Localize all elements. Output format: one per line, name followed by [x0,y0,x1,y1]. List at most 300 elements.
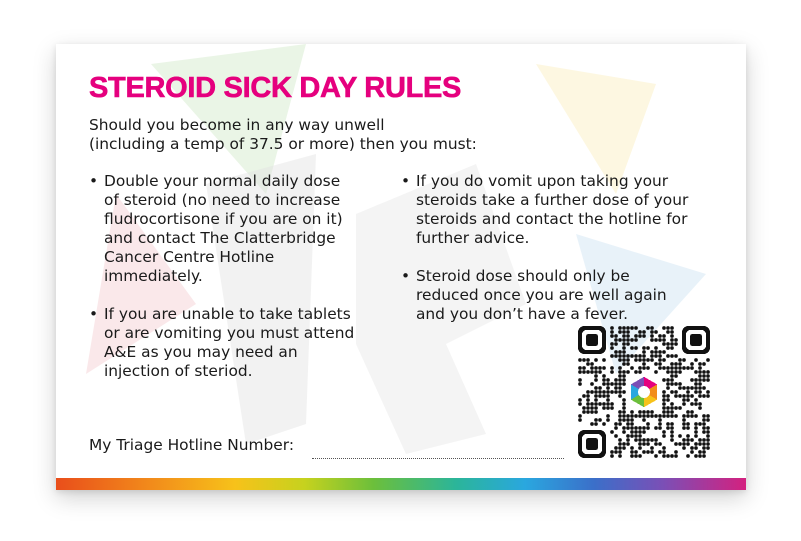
qr-module [642,354,646,358]
qr-module [670,434,674,438]
qr-module [686,398,690,402]
rules-column-right [401,172,721,343]
qr-module [590,362,594,366]
qr-code-icon[interactable] [578,326,710,458]
qr-module [642,418,646,422]
qr-module [626,358,630,362]
qr-module [622,390,626,394]
qr-module [622,446,626,450]
qr-module [654,454,658,458]
qr-module [694,446,698,450]
qr-module [666,426,670,430]
qr-module [642,358,646,362]
qr-module [602,374,606,378]
qr-module [606,398,610,402]
qr-module [622,418,626,422]
qr-module [610,366,614,370]
qr-module [626,414,630,418]
hotline-number-field[interactable] [312,458,564,459]
bullet-icon: • [89,305,99,323]
qr-module [614,434,618,438]
qr-module [590,422,594,426]
qr-module [658,338,662,342]
qr-module [614,342,618,346]
qr-module [642,426,646,430]
qr-module [674,342,678,346]
qr-module [590,370,594,374]
qr-module [662,334,666,338]
qr-module [622,326,626,330]
qr-module [638,430,642,434]
qr-module [670,366,674,370]
qr-module [694,430,698,434]
qr-module [670,414,674,418]
qr-module [682,422,686,426]
qr-module [694,378,698,382]
rule-line: If you do vomit upon taking your [416,172,669,190]
qr-module [590,406,594,410]
qr-module [670,342,674,346]
qr-module [630,326,634,330]
qr-module [630,450,634,454]
qr-module [698,382,702,386]
qr-module [642,346,646,350]
qr-module [578,382,582,386]
qr-module [642,350,646,354]
qr-module [610,330,614,334]
qr-module [662,358,666,362]
qr-module [626,330,630,334]
rule-line: Cancer Centre Hotline [104,248,275,266]
qr-module [614,382,618,386]
qr-module [702,370,706,374]
qr-module [638,330,642,334]
qr-module [586,406,590,410]
qr-module [662,434,666,438]
qr-module [706,438,710,442]
qr-module [618,442,622,446]
qr-module [670,354,674,358]
qr-module [666,382,670,386]
qr-module [622,406,626,410]
qr-module [650,338,654,342]
qr-module [682,386,686,390]
qr-module [642,334,646,338]
qr-module [646,426,650,430]
qr-module [578,414,582,418]
qr-module [630,454,634,458]
qr-module [602,394,606,398]
qr-module [622,354,626,358]
qr-module [594,390,598,394]
rule-line: fludrocortisone if you are on it) [104,210,343,228]
qr-module [610,390,614,394]
qr-module [618,358,622,362]
qr-module [630,414,634,418]
qr-module [682,366,686,370]
qr-module [586,394,590,398]
qr-module [654,346,658,350]
qr-module [702,426,706,430]
qr-module [630,430,634,434]
qr-module [582,370,586,374]
sick-day-card [56,44,746,490]
rule-line: and contact The Clatterbridge [104,229,336,247]
qr-module [614,386,618,390]
qr-module [610,450,614,454]
qr-module [626,422,630,426]
qr-module [698,402,702,406]
qr-module [638,454,642,458]
qr-module [674,442,678,446]
qr-module [698,454,702,458]
qr-module [610,406,614,410]
qr-module [642,330,646,334]
qr-module [702,394,706,398]
qr-module [654,362,658,366]
qr-module [582,394,586,398]
qr-module [622,346,626,350]
qr-module [618,378,622,382]
rule-line: Steroid dose should only be [416,267,630,285]
qr-module [594,394,598,398]
qr-module [658,414,662,418]
rule-line: steroids take a further dose of your [416,191,689,209]
qr-module [658,354,662,358]
bullet-icon: • [89,172,99,190]
qr-module [686,426,690,430]
rule-line: Double your normal daily dose [104,172,341,190]
qr-module [670,430,674,434]
qr-module [670,406,674,410]
qr-module [674,454,678,458]
qr-module [674,354,678,358]
qr-module [662,390,666,394]
qr-module [618,330,622,334]
qr-module [630,354,634,358]
qr-module [598,386,602,390]
qr-module [658,362,662,366]
qr-module [622,350,626,354]
qr-module [638,354,642,358]
qr-module [694,434,698,438]
qr-module [586,370,590,374]
qr-module [658,418,662,422]
qr-module [702,386,706,390]
qr-module [702,454,706,458]
qr-module [698,366,702,370]
qr-module [606,378,610,382]
qr-module [686,442,690,446]
qr-module [690,450,694,454]
qr-module [694,422,698,426]
qr-module [694,386,698,390]
qr-module [594,378,598,382]
qr-module [690,386,694,390]
qr-module [590,390,594,394]
qr-module [590,366,594,370]
qr-module [622,362,626,366]
qr-module [694,414,698,418]
qr-module [578,402,582,406]
qr-module [626,342,630,346]
qr-module [622,402,626,406]
qr-module [670,390,674,394]
qr-module [586,362,590,366]
qr-module [634,438,638,442]
qr-module [666,422,670,426]
qr-module [650,330,654,334]
qr-module [666,370,670,374]
qr-module [682,358,686,362]
qr-module [622,414,626,418]
qr-module [702,378,706,382]
rule-unable-tablets [89,305,379,381]
qr-module [658,334,662,338]
qr-module [638,410,642,414]
qr-module [618,374,622,378]
qr-module [682,446,686,450]
qr-module [646,414,650,418]
qr-module [698,422,702,426]
qr-module [662,410,666,414]
qr-module [654,370,658,374]
qr-module [622,410,626,414]
qr-module [658,366,662,370]
qr-module [670,370,674,374]
qr-module [682,438,686,442]
qr-module [706,446,710,450]
qr-module [602,402,606,406]
qr-module [590,382,594,386]
qr-module [682,418,686,422]
qr-module [654,438,658,442]
qr-module [694,370,698,374]
qr-module [618,418,622,422]
qr-module [670,362,674,366]
qr-module [618,422,622,426]
clatterbridge-logo-icon [631,377,657,407]
rule-line: further advice. [416,229,530,247]
qr-module [614,446,618,450]
qr-module [578,366,582,370]
qr-module [666,410,670,414]
qr-module [650,414,654,418]
qr-module [638,334,642,338]
qr-module [702,422,706,426]
qr-module [638,358,642,362]
qr-module [706,358,710,362]
qr-module [670,346,674,350]
qr-module [634,434,638,438]
qr-module [594,418,598,422]
qr-module [682,394,686,398]
qr-module [626,354,630,358]
qr-module [622,382,626,386]
qr-module [618,414,622,418]
qr-module [630,426,634,430]
qr-module [586,358,590,362]
qr-module [666,378,670,382]
qr-module [618,326,622,330]
qr-module [598,394,602,398]
qr-module [686,434,690,438]
qr-module [698,378,702,382]
qr-module [614,422,618,426]
qr-module [610,326,614,330]
qr-module [602,406,606,410]
qr-module [626,442,630,446]
qr-module [626,418,630,422]
qr-module [586,402,590,406]
qr-module [690,366,694,370]
qr-module [594,366,598,370]
qr-module [682,414,686,418]
qr-module [654,330,658,334]
qr-module [626,326,630,330]
qr-module [622,398,626,402]
qr-module [662,414,666,418]
qr-module [678,382,682,386]
qr-module [642,414,646,418]
qr-module [618,446,622,450]
qr-module [690,410,694,414]
qr-module [634,338,638,342]
qr-module [622,370,626,374]
qr-module [706,418,710,422]
qr-module [594,402,598,406]
qr-module [690,438,694,442]
qr-module [662,342,666,346]
qr-module [590,410,594,414]
qr-module [666,414,670,418]
qr-module [630,410,634,414]
qr-module [658,422,662,426]
qr-module [674,374,678,378]
qr-module [602,358,606,362]
qr-module [662,430,666,434]
qr-module [606,390,610,394]
qr-module [678,370,682,374]
qr-module [602,422,606,426]
qr-module [634,414,638,418]
qr-module [666,354,670,358]
qr-module [678,406,682,410]
qr-module [618,390,622,394]
rule-vomit [401,172,721,248]
qr-module [666,398,670,402]
qr-module [702,374,706,378]
qr-module [578,358,582,362]
qr-module [650,350,654,354]
qr-module [674,406,678,410]
card-title: STEROID SICK DAY RULES [89,72,462,104]
qr-module [622,430,626,434]
qr-module [614,450,618,454]
qr-module [582,410,586,414]
qr-module [690,394,694,398]
qr-module [694,402,698,406]
qr-module [702,442,706,446]
qr-module [630,366,634,370]
qr-module [630,418,634,422]
qr-module [606,382,610,386]
qr-module [614,334,618,338]
qr-module [678,394,682,398]
qr-module [614,354,618,358]
qr-module [686,410,690,414]
qr-module [614,378,618,382]
qr-module [706,442,710,446]
qr-module [646,438,650,442]
intro-text [89,116,529,154]
qr-module [638,366,642,370]
qr-module [666,330,670,334]
qr-module [638,446,642,450]
qr-module [622,338,626,342]
qr-module [674,450,678,454]
qr-module [666,386,670,390]
qr-module [706,378,710,382]
qr-module [662,394,666,398]
qr-module [686,386,690,390]
qr-module [670,338,674,342]
qr-module [690,378,694,382]
qr-module [594,422,598,426]
qr-module [702,450,706,454]
qr-module [678,366,682,370]
rules-column-left [89,172,379,400]
qr-module [646,422,650,426]
qr-module [686,390,690,394]
hotline-label: My Triage Hotline Number: [89,436,295,454]
qr-module [638,426,642,430]
qr-module [602,382,606,386]
qr-module [610,430,614,434]
qr-module [698,390,702,394]
qr-module [670,330,674,334]
qr-module [642,442,646,446]
qr-module [606,414,610,418]
qr-module [674,394,678,398]
qr-module [690,446,694,450]
qr-module [678,386,682,390]
qr-module [622,426,626,430]
qr-module [610,354,614,358]
qr-module [630,422,634,426]
qr-module [578,398,582,402]
qr-module [586,390,590,394]
rule-double-dose [89,172,379,286]
qr-module [582,358,586,362]
qr-module [670,410,674,414]
qr-module [662,326,666,330]
qr-module [618,366,622,370]
qr-module [650,326,654,330]
qr-module [670,382,674,386]
qr-module [594,386,598,390]
qr-module [658,442,662,446]
qr-module [618,450,622,454]
qr-module [610,334,614,338]
bullet-icon: • [401,267,411,285]
qr-module [634,426,638,430]
rule-reduce-dose [401,267,721,324]
qr-module [674,362,678,366]
qr-module [682,402,686,406]
qr-module [626,338,630,342]
qr-module [646,450,650,454]
